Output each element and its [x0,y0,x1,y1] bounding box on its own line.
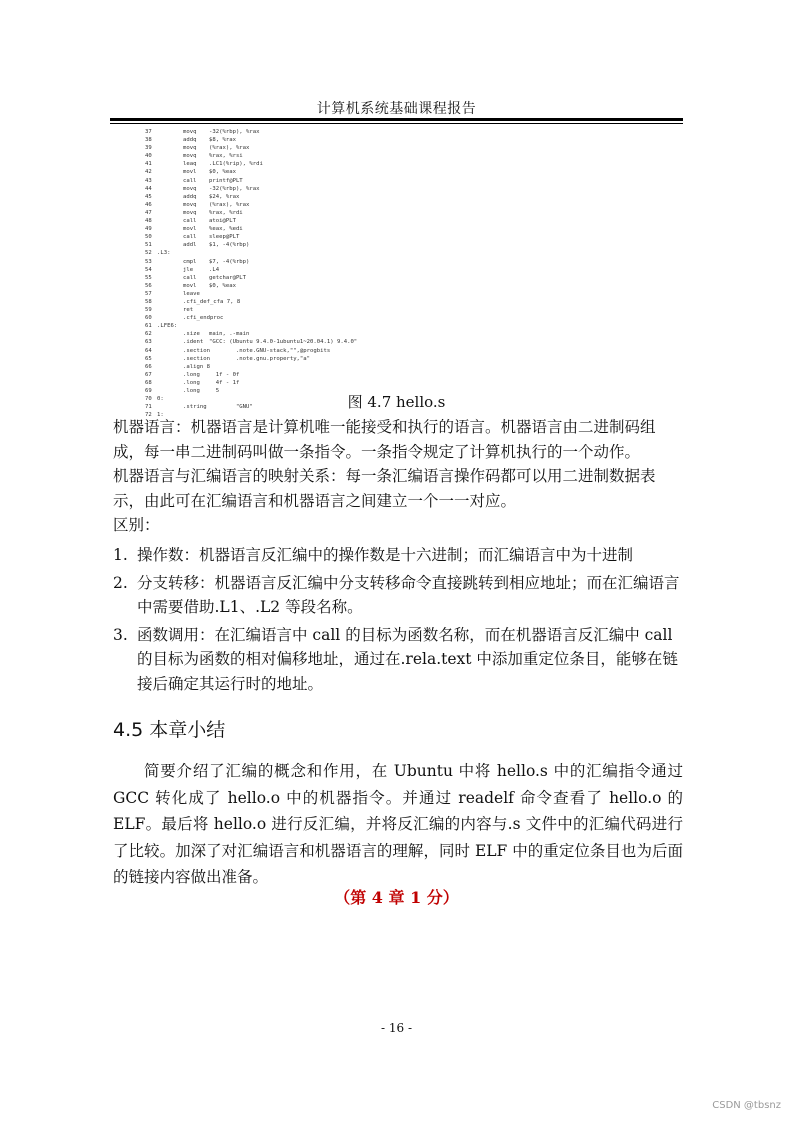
code-line-number: 60 [145,315,152,322]
code-line-args: (%rax), %rax [209,201,250,208]
code-line-args: (%rax), %rax [209,145,250,152]
code-line-number: 58 [145,298,152,305]
code-line-number: 62 [145,331,152,338]
code-line-number: 66 [145,363,152,370]
chapter-score: （第 4 章 1 分） [334,888,459,907]
code-line-op: movq [183,129,197,135]
code-line-args: -32(%rbp), %rax [209,185,260,192]
list-item-number: 3. [113,625,128,644]
code-line [145,185,445,193]
code-line-number: 51 [145,242,152,249]
code-line-op: movl [183,226,197,233]
code-line [145,128,445,136]
code-line-op: .long [183,388,200,394]
code-line-args: $8, %rax [209,137,236,144]
code-line-op: call [183,234,197,241]
code-line [145,144,445,152]
list-item-text: 分支转移：机器语言反汇编中分支转移命令直接跳转到相应地址；而在汇编语言中需要借助.L1、.L2 等段名称。 [137,573,680,616]
code-line-args: .note.GNU-stack,"",@progbits [209,347,331,354]
code-line-number: 52 [145,250,152,257]
list-item [113,571,683,620]
code-line [145,363,445,371]
code-line-number: 70 [145,396,152,403]
code-line-number: 57 [145,290,152,297]
code-line-args: printf@PLT [209,177,243,184]
code-line-label: 0: [157,396,164,403]
code-line-number: 39 [145,145,152,152]
difference-list [113,543,683,696]
code-line [145,241,445,249]
code-line [145,152,445,160]
code-line-label: 1: [157,412,164,419]
code-line-args: $0, %eax [209,282,236,289]
header-rule-thick [110,118,683,121]
code-line [145,306,445,314]
list-item [113,543,683,568]
code-line-args: -32(%rbp), %rax [209,129,260,135]
assembly-code-figure [145,128,445,419]
code-line [145,379,445,387]
code-line [145,258,445,266]
code-line-args: $1, -4(%rbp) [209,242,250,249]
code-line-op: .ident [183,339,204,346]
code-line-args: %rax, %rdi [209,209,243,216]
code-line [145,136,445,144]
code-line [145,193,445,201]
code-line-number: 37 [145,129,152,135]
code-line-args: $7, -4(%rbp) [209,258,250,265]
code-line-op: ret [183,307,194,314]
code-line-op: movq [183,153,197,160]
code-line-op: addl [183,242,197,249]
code-line-number: 56 [145,282,152,289]
paragraph-machine-language: 机器语言：机器语言是计算机唯一能接受和执行的语言。机器语言由二进制码组成，每一串二进制码叫做一条指令。一条指令规定了计算机执行的一个动作。 [113,418,656,461]
code-line-args: atoi@PLT [209,218,236,225]
code-line-op: .section [183,347,210,354]
code-line-args: "GCC: (Ubuntu 9.4.0-1ubuntu1~20.04.1) 9.4.0" [209,339,358,346]
code-line-op: movq [183,145,197,152]
code-line-args: 4f - 1f [209,379,240,386]
code-line-args: %rax, %rsi [209,153,243,160]
code-line-number: 68 [145,379,152,386]
code-line [145,225,445,233]
code-line-number: 43 [145,177,152,184]
code-line-number: 42 [145,169,152,176]
list-item-text: 函数调用：在汇编语言中 call 的目标为函数名称，而在机器语言反汇编中 call 的目标为函数的相对偏移地址，通过在.rela.text 中添加重定位条目，能够在链接后确定其运行时的地址。 [137,625,678,693]
code-line-args: "GNU" [209,404,253,411]
code-line [145,338,445,346]
section-heading: 4.5 本章小结 [113,719,226,741]
code-line [145,314,445,322]
code-line-op: call [183,274,197,281]
code-line-op: jle [183,266,194,273]
code-line [145,371,445,379]
code-line-number: 40 [145,153,152,160]
code-line [145,330,445,338]
code-line-op: movq [183,185,197,192]
code-line-label: .LFE6: [157,323,178,330]
code-line-args: sleep@PLT [209,234,240,241]
code-line [145,322,445,330]
code-line-op: .string [183,404,207,411]
code-line-number: 64 [145,347,152,354]
page-header-title: 计算机系统基础课程报告 [316,101,477,117]
code-line-number: 59 [145,307,152,314]
code-line-args: $0, %eax [209,169,236,176]
code-line-op: .section [183,355,210,362]
code-line-op: movq [183,201,197,208]
code-line-number: 47 [145,209,152,216]
code-line-op: .cfi_def_cfa 7, 8 [183,298,241,305]
code-line [145,177,445,185]
paragraph-difference-label: 区别： [113,516,160,534]
code-line [145,347,445,355]
code-line-op: movl [183,282,197,289]
code-line-number: 69 [145,388,152,394]
header-rule-thin [110,123,683,124]
code-line-number: 38 [145,137,152,144]
code-line-number: 71 [145,404,152,411]
code-line-args: 1f - 0f [209,371,240,378]
code-line-op: .align 8 [183,363,210,370]
paragraph-mapping: 机器语言与汇编语言的映射关系：每一条汇编语言操作码都可以用二进制数据表示，由此可在汇编语言和机器语言之间建立一个一一对应。 [113,467,656,510]
code-line-args: .note.gnu.property,"a" [209,355,311,362]
code-line-op: movq [183,209,197,216]
code-line-op: .cfi_endproc [183,315,224,322]
code-line-op: addq [183,137,197,144]
code-line [145,233,445,241]
code-line-op: cmpl [183,258,197,265]
list-item-text: 操作数：机器语言反汇编中的操作数是十六进制；而汇编语言中为十进制 [137,546,634,564]
code-line-op: call [183,177,197,184]
code-line-op: .long [183,379,200,386]
code-line-number: 44 [145,185,152,192]
code-line-op: movl [183,169,197,176]
code-line-number: 50 [145,234,152,241]
code-line-number: 63 [145,339,152,346]
code-line-number: 65 [145,355,152,362]
csdn-watermark: CSDN @tbsnz [712,1100,781,1111]
page-number: - 16 - [380,1021,412,1035]
code-line-args: .L4 [209,266,220,273]
code-line-args: 5 [209,388,220,394]
list-item [113,623,683,697]
code-line-args: main, .-main [209,331,250,338]
code-line [145,282,445,290]
list-item-number: 2. [113,573,128,592]
code-line-op: call [183,218,197,225]
code-line [145,217,445,225]
code-line-args: getchar@PLT [209,274,247,281]
code-line-op: leave [183,290,200,297]
code-line-args: %eax, %edi [209,226,243,233]
code-line-op: leaq [183,161,197,168]
list-item-number: 1. [113,546,128,564]
code-line-args: $24, %rax [209,193,240,200]
code-line [145,249,445,257]
code-line-number: 49 [145,226,152,233]
code-line-args: .LC1(%rip), %rdi [209,161,263,168]
code-line-op: .long [183,371,200,378]
code-line [145,209,445,217]
code-line [145,290,445,298]
code-line [145,298,445,306]
code-line-number: 41 [145,161,152,168]
code-line [145,201,445,209]
code-line-op: .size [183,331,200,338]
body-paragraphs [113,415,683,538]
chapter-summary: 简要介绍了汇编的概念和作用，在 Ubuntu 中将 hello.s 中的汇编指令通过 GCC 转化成了 hello.o 中的机器指令。并通过 readelf 命令查看了 hello.o 的 ELF。最后将 hello.o 进行反汇编，并将反汇编的内容与.s 文件中的汇编代码进行了比较。加深了对汇编语言和机器语言的理解，同时 ELF 中的重定位条目也为后面的链接内容做出准备。 [113,762,683,886]
code-line-number: 55 [145,274,152,281]
figure-caption: 图 4.7 hello.s [347,393,446,411]
code-line-op: addq [183,193,197,200]
code-line-number: 54 [145,266,152,273]
code-line-number: 46 [145,201,152,208]
code-line-number: 67 [145,371,152,378]
code-line-label: .L3: [157,250,171,257]
code-line [145,168,445,176]
code-line [145,355,445,363]
code-line-number: 45 [145,193,152,200]
code-line-number: 53 [145,258,152,265]
code-line [145,266,445,274]
code-line-number: 48 [145,218,152,225]
code-line-number: 61 [145,323,152,330]
code-line [145,160,445,168]
code-line [145,274,445,282]
code-line-number: 72 [145,412,152,419]
